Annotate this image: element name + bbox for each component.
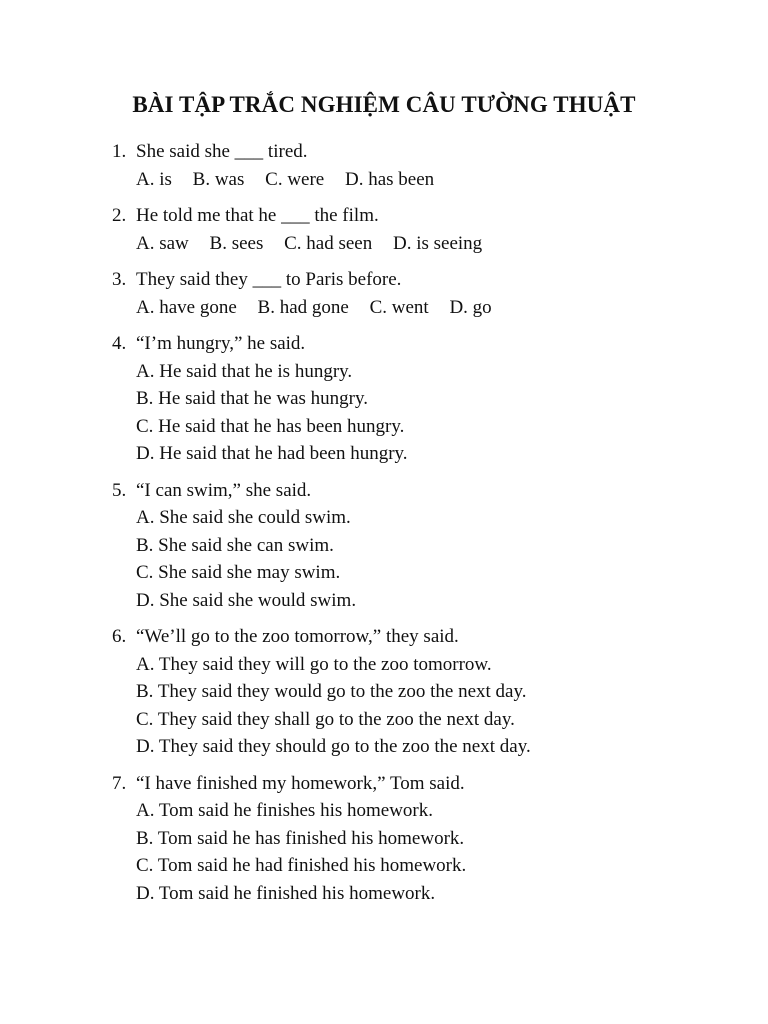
option-b: B. She said she can swim. — [136, 534, 334, 556]
option-list — [136, 358, 732, 468]
question-number: 5. — [112, 479, 127, 501]
question-stem — [112, 266, 732, 294]
question-7 — [112, 770, 732, 908]
question-number: 1. — [112, 141, 127, 162]
question-stem — [112, 623, 732, 651]
question-2 — [112, 202, 732, 257]
option-a: A. Tom said he finishes his homework. — [136, 800, 434, 821]
option-row — [136, 294, 732, 322]
option-a: A. have gone — [136, 296, 237, 318]
option-row — [136, 166, 732, 194]
option-row — [136, 230, 732, 258]
option-list — [136, 651, 732, 761]
question-text: “I can swim,” she said. — [136, 479, 312, 501]
option-d: D. has been — [344, 168, 435, 190]
option-d: D. is seeing — [392, 232, 483, 254]
question-stem — [112, 138, 732, 166]
question-text: He told me that he ___ the film. — [136, 205, 379, 226]
option-a: A. He said that he is hungry. — [136, 360, 353, 382]
question-text: “I’m hungry,” he said. — [136, 333, 306, 354]
question-text: She said she ___ tired. — [136, 141, 308, 162]
page-title: BÀI TẬP TRẮC NGHIỆM CÂU TƯỜNG THUẬT — [132, 92, 636, 117]
option-d: D. Tom said he finished his homework. — [136, 882, 436, 904]
option-c: C. went — [369, 296, 429, 318]
question-text: “We’ll go to the zoo tomorrow,” they said. — [136, 626, 459, 647]
question-stem — [112, 202, 732, 230]
option-b: B. had gone — [257, 296, 349, 318]
option-b: B. They said they would go to the zoo the next day. — [136, 681, 527, 702]
option-d: D. He said that he had been hungry. — [136, 443, 408, 464]
option-c: C. She said she may swim. — [136, 562, 341, 583]
option-b: B. He said that he was hungry. — [136, 388, 368, 409]
question-text: They said they ___ to Paris before. — [136, 269, 402, 290]
option-list — [136, 797, 732, 907]
question-stem — [112, 330, 732, 358]
option-list — [136, 504, 732, 614]
option-b: B. Tom said he has finished his homework. — [136, 827, 465, 849]
option-a: A. saw — [136, 232, 189, 254]
question-number: 3. — [112, 269, 127, 290]
question-number: 4. — [112, 333, 127, 354]
question-5 — [112, 477, 732, 615]
question-number: 6. — [112, 626, 127, 647]
option-c: C. He said that he has been hungry. — [136, 415, 405, 437]
option-d: D. She said she would swim. — [136, 589, 357, 611]
option-b: B. was — [192, 168, 245, 190]
option-b: B. sees — [209, 232, 264, 254]
question-stem — [112, 770, 732, 798]
question-stem — [112, 477, 732, 505]
question-number: 7. — [112, 772, 127, 794]
option-a: A. She said she could swim. — [136, 507, 351, 528]
question-text: “I have finished my homework,” Tom said. — [136, 772, 465, 794]
question-3 — [112, 266, 732, 321]
option-c: C. had seen — [284, 232, 373, 254]
option-d: D. go — [449, 296, 492, 318]
question-list — [112, 138, 732, 916]
option-c: C. They said they shall go to the zoo the next day. — [136, 708, 515, 730]
option-a: A. is — [136, 168, 172, 190]
question-4 — [112, 330, 732, 468]
question-number: 2. — [112, 205, 127, 226]
question-1 — [112, 138, 732, 193]
question-6 — [112, 623, 732, 761]
option-c: C. were — [265, 168, 325, 190]
option-c: C. Tom said he had finished his homework. — [136, 855, 467, 876]
option-a: A. They said they will go to the zoo tomorrow. — [136, 653, 492, 675]
option-d: D. They said they should go to the zoo the next day. — [136, 736, 531, 757]
